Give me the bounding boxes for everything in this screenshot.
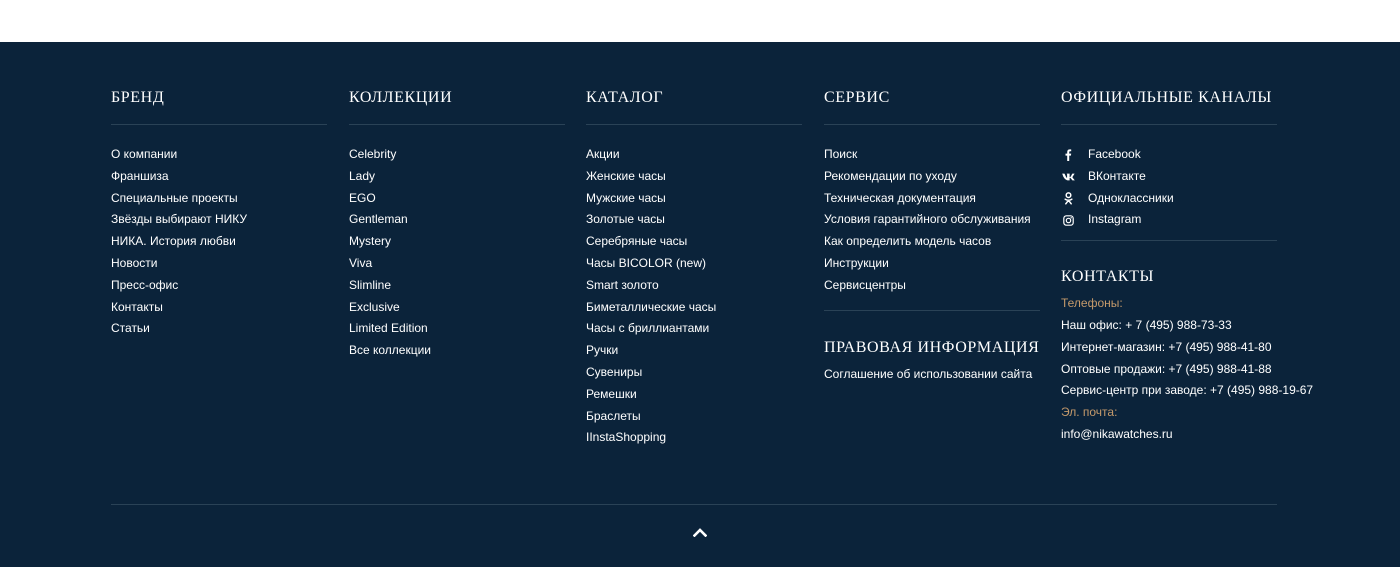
- service-link[interactable]: [824, 253, 1040, 275]
- catalog-link[interactable]: [586, 166, 802, 188]
- vk-icon: [1061, 170, 1075, 184]
- instagram-icon: [1061, 213, 1075, 227]
- catalog-link[interactable]: [586, 275, 802, 297]
- catalog-link[interactable]: [586, 297, 802, 319]
- collections-links: [349, 125, 565, 362]
- service-links: [824, 125, 1040, 297]
- collection-link-text[interactable]: EGO: [349, 190, 376, 205]
- collection-link[interactable]: [349, 340, 565, 362]
- catalog-link[interactable]: [586, 318, 802, 340]
- catalog-link[interactable]: [586, 188, 802, 210]
- catalog-heading: КАТАЛОГ: [586, 89, 664, 106]
- catalog-link[interactable]: [586, 231, 802, 253]
- collection-link-text[interactable]: Celebrity: [349, 147, 397, 161]
- service-link-text[interactable]: Условия гарантийного обслуживания: [824, 212, 1031, 227]
- catalog-link[interactable]: [586, 209, 802, 231]
- brand-links: [111, 125, 327, 340]
- collection-link-text[interactable]: Все коллекции: [349, 343, 432, 358]
- collection-link[interactable]: [349, 297, 565, 319]
- footer-bottom-divider: [111, 504, 1277, 505]
- collection-link-text[interactable]: Gentleman: [349, 212, 408, 227]
- footer-column-brand: [111, 42, 327, 340]
- collection-link[interactable]: [349, 231, 565, 253]
- legal-link[interactable]: [824, 364, 1040, 386]
- catalog-link-text[interactable]: Smart золото: [586, 277, 659, 292]
- brand-link-text[interactable]: Франшиза: [111, 168, 169, 183]
- brand-link-text[interactable]: Контакты: [111, 299, 163, 314]
- footer-column-collections: [349, 42, 565, 362]
- catalog-link-text[interactable]: Браслеты: [586, 408, 641, 423]
- page-top-area: [0, 0, 1400, 42]
- collection-link-text[interactable]: Viva: [349, 255, 373, 270]
- social-link-instagram[interactable]: [1061, 209, 1277, 231]
- brand-link-text[interactable]: Звёзды выбирают НИКУ: [111, 212, 248, 227]
- brand-link[interactable]: [111, 166, 327, 188]
- odnoklassniki-icon: [1061, 191, 1075, 205]
- collection-link-text[interactable]: Mystery: [349, 234, 391, 249]
- catalog-link[interactable]: [586, 384, 802, 406]
- social-link-facebook[interactable]: [1061, 144, 1277, 166]
- social-link-vk[interactable]: [1061, 166, 1277, 188]
- catalog-link-text[interactable]: Часы BICOLOR (new): [586, 255, 706, 270]
- collection-link[interactable]: [349, 209, 565, 231]
- catalog-link[interactable]: [586, 340, 802, 362]
- brand-link-text[interactable]: О компании: [111, 147, 178, 161]
- catalog-link-text[interactable]: Золотые часы: [586, 212, 665, 227]
- collection-link-text[interactable]: Limited Edition: [349, 321, 428, 336]
- social-links: [1061, 125, 1277, 231]
- service-link[interactable]: [824, 209, 1040, 231]
- service-link[interactable]: [824, 166, 1040, 188]
- catalog-link-text[interactable]: Мужские часы: [586, 190, 666, 205]
- office-phone[interactable]: Наш офис: + 7 (495) 988-73-33: [1061, 317, 1232, 332]
- catalog-link-text[interactable]: Женские часы: [586, 168, 666, 183]
- scroll-to-top-button[interactable]: [690, 522, 710, 542]
- facebook-link[interactable]: Facebook: [1088, 147, 1141, 161]
- brand-heading: БРЕНД: [111, 89, 165, 106]
- service-link-text[interactable]: Инструкции: [824, 255, 889, 270]
- catalog-link-text[interactable]: Биметаллические часы: [586, 299, 717, 314]
- service-link-text[interactable]: Как определить модель часов: [824, 234, 992, 249]
- brand-link[interactable]: [111, 275, 327, 297]
- footer-column-service: [824, 42, 1040, 385]
- collection-link-text[interactable]: Lady: [349, 168, 376, 183]
- email-link[interactable]: info@nikawatches.ru: [1061, 426, 1173, 441]
- legal-link-text[interactable]: Соглашение об использовании сайта: [824, 366, 1033, 381]
- service-link-text[interactable]: Рекомендации по уходу: [824, 168, 957, 183]
- catalog-link-text[interactable]: Ручки: [586, 343, 619, 358]
- phones-label: Телефоны:: [1061, 296, 1123, 311]
- odnoklassniki-link[interactable]: Одноклассники: [1088, 190, 1174, 205]
- brand-link[interactable]: [111, 231, 327, 253]
- catalog-link-text[interactable]: Акции: [586, 147, 620, 161]
- catalog-links: [586, 125, 802, 449]
- catalog-link[interactable]: [586, 144, 802, 166]
- footer-column-channels: [1061, 42, 1314, 446]
- service-center-phone[interactable]: Сервис-центр при заводе: +7 (495) 988-19-67: [1061, 383, 1314, 398]
- catalog-link[interactable]: [586, 253, 802, 275]
- service-link-text[interactable]: Поиск: [824, 147, 858, 161]
- brand-link[interactable]: [111, 253, 327, 275]
- collection-link[interactable]: [349, 188, 565, 210]
- contacts-block: [1061, 287, 1314, 446]
- channels-heading: ОФИЦИАЛЬНЫЕ КАНАЛЫ: [1061, 89, 1272, 106]
- instagram-link[interactable]: Instagram: [1088, 212, 1142, 227]
- chevron-up-icon: [693, 528, 707, 537]
- brand-link-text[interactable]: Специальные проекты: [111, 190, 238, 205]
- legal-links: [824, 358, 1040, 386]
- brand-link[interactable]: [111, 297, 327, 319]
- brand-link-text[interactable]: Статьи: [111, 321, 150, 336]
- brand-link[interactable]: [111, 209, 327, 231]
- service-link-text[interactable]: Сервисцентры: [824, 277, 906, 292]
- shop-phone[interactable]: Интернет-магазин: +7 (495) 988-41-80: [1061, 339, 1272, 354]
- vk-link[interactable]: ВКонтакте: [1088, 168, 1146, 183]
- catalog-link-text[interactable]: Сувениры: [586, 364, 643, 379]
- catalog-link-text[interactable]: Часы с бриллиантами: [586, 321, 710, 336]
- site-footer: [0, 42, 1400, 567]
- brand-link-text[interactable]: НИКА. История любви: [111, 234, 236, 249]
- catalog-link[interactable]: [586, 427, 802, 449]
- service-heading: СЕРВИС: [824, 89, 890, 106]
- catalog-link-text[interactable]: IInstaShopping: [586, 430, 667, 445]
- service-link[interactable]: [824, 188, 1040, 210]
- brand-link[interactable]: [111, 188, 327, 210]
- facebook-icon: [1061, 148, 1075, 162]
- brand-link-text[interactable]: Новости: [111, 255, 158, 270]
- catalog-link-text[interactable]: Серебряные часы: [586, 234, 688, 249]
- wholesale-phone[interactable]: Оптовые продажи: +7 (495) 988-41-88: [1061, 361, 1272, 376]
- collection-link-text[interactable]: Slimline: [349, 277, 392, 292]
- catalog-link[interactable]: [586, 406, 802, 428]
- collections-heading: КОЛЛЕКЦИИ: [349, 89, 453, 106]
- collection-link[interactable]: [349, 318, 565, 340]
- catalog-link-text[interactable]: Ремешки: [586, 386, 637, 401]
- legal-heading: ПРАВОВАЯ ИНФОРМАЦИЯ: [824, 338, 1040, 356]
- collection-link[interactable]: [349, 275, 565, 297]
- brand-link[interactable]: [111, 318, 327, 340]
- collection-link-text[interactable]: Exclusive: [349, 299, 400, 314]
- collection-link[interactable]: [349, 253, 565, 275]
- social-link-odnoklassniki[interactable]: [1061, 188, 1277, 210]
- service-link-text[interactable]: Техническая документация: [824, 190, 976, 205]
- email-label: Эл. почта:: [1061, 405, 1118, 420]
- service-link[interactable]: [824, 275, 1040, 297]
- contacts-heading: КОНТАКТЫ: [1061, 268, 1155, 286]
- catalog-link[interactable]: [586, 362, 802, 384]
- brand-link[interactable]: [111, 144, 327, 166]
- service-link[interactable]: [824, 231, 1040, 253]
- collection-link[interactable]: [349, 144, 565, 166]
- collection-link[interactable]: [349, 166, 565, 188]
- brand-link-text[interactable]: Пресс-офис: [111, 277, 179, 292]
- service-link[interactable]: [824, 144, 1040, 166]
- footer-column-catalog: [586, 42, 802, 449]
